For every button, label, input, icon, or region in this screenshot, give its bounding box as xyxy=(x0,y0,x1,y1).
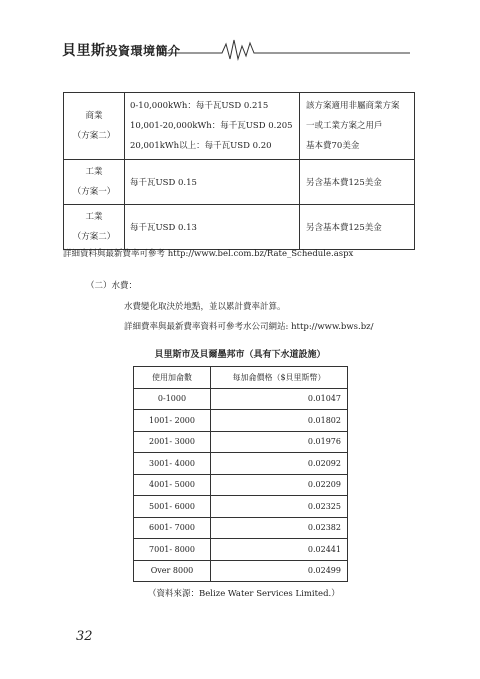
table-row xyxy=(134,410,348,432)
table-row xyxy=(134,496,348,518)
running-header xyxy=(62,34,422,62)
electricity-rate-table xyxy=(63,92,415,250)
price-cell: 0.01802 xyxy=(211,410,348,432)
price-cell: 0.02092 xyxy=(211,453,348,475)
range-cell: Over 8000 xyxy=(134,560,211,582)
note-cell: 另含基本費125美金 xyxy=(300,205,415,250)
note-cell: 該方案適用非屬商業方案 一或工業方案之用戶 基本費70美金 xyxy=(300,93,415,160)
data-source-note: （資料來源：Belize Water Services Limited.） xyxy=(148,589,340,599)
price-cell: 0.02499 xyxy=(211,560,348,582)
table-row xyxy=(64,160,415,205)
range-cell: 2001- 3000 xyxy=(134,431,211,453)
range-cell: 3001- 4000 xyxy=(134,453,211,475)
table-row xyxy=(134,388,348,410)
header-title-sub: 投資環境簡介 xyxy=(105,44,181,58)
price-cell: 0.01976 xyxy=(211,431,348,453)
price-cell: 每千瓦USD 0.13 xyxy=(125,205,300,250)
price-cell: 0.02325 xyxy=(211,496,348,518)
header-title xyxy=(62,40,181,60)
section-paragraph-link: 詳細費率與最新費率資料可參考水公司網站: http://www.bws.bz/ xyxy=(124,322,374,332)
category-cell: 工業 （方案一） xyxy=(64,160,125,205)
range-cell: 6001- 7000 xyxy=(134,517,211,539)
price-cell: 0.02209 xyxy=(211,474,348,496)
price-cell: 0.02441 xyxy=(211,539,348,561)
price-cell: 0.01047 xyxy=(211,388,348,410)
column-header: 使用加侖數 xyxy=(134,367,211,389)
water-rate-table xyxy=(133,366,348,582)
table-row xyxy=(134,474,348,496)
table-row xyxy=(134,453,348,475)
range-cell: 5001- 6000 xyxy=(134,496,211,518)
note-cell: 另含基本費125美金 xyxy=(300,160,415,205)
table-header-row xyxy=(134,367,348,389)
price-cell: 0-10,000kWh：每千瓦USD 0.215 10,001-20,000kWh：每千瓦USD 0.205 20,001kWh以上：每千瓦USD 0.20 xyxy=(125,93,300,160)
table-row xyxy=(64,93,415,160)
water-table-title: 貝里斯市及貝爾墨邦市（具有下水道設施） xyxy=(154,350,326,360)
range-cell: 0-1000 xyxy=(134,388,211,410)
category-cell: 商業 （方案二） xyxy=(64,93,125,160)
category-cell: 工業 （方案二） xyxy=(64,205,125,250)
range-cell: 4001- 5000 xyxy=(134,474,211,496)
rate-reference-text: 詳細資料與最新費率可參考 http://www.bel.com.bz/Rate_Schedule.aspx xyxy=(63,249,354,259)
price-cell: 每千瓦USD 0.15 xyxy=(125,160,300,205)
range-cell: 7001- 8000 xyxy=(134,539,211,561)
section-paragraph: 水費變化取決於地點，並以累計費率計算。 xyxy=(124,302,286,312)
table-row xyxy=(134,517,348,539)
table-row xyxy=(134,560,348,582)
table-row xyxy=(64,205,415,250)
page-number: 32 xyxy=(76,629,93,644)
table-row xyxy=(134,539,348,561)
range-cell: 1001- 2000 xyxy=(134,410,211,432)
section-heading: （二）水費： xyxy=(86,281,138,291)
header-title-main: 貝里斯 xyxy=(62,43,106,59)
price-cell: 0.02382 xyxy=(211,517,348,539)
table-row xyxy=(134,431,348,453)
column-header: 每加侖價格（$貝里斯幣） xyxy=(211,367,348,389)
